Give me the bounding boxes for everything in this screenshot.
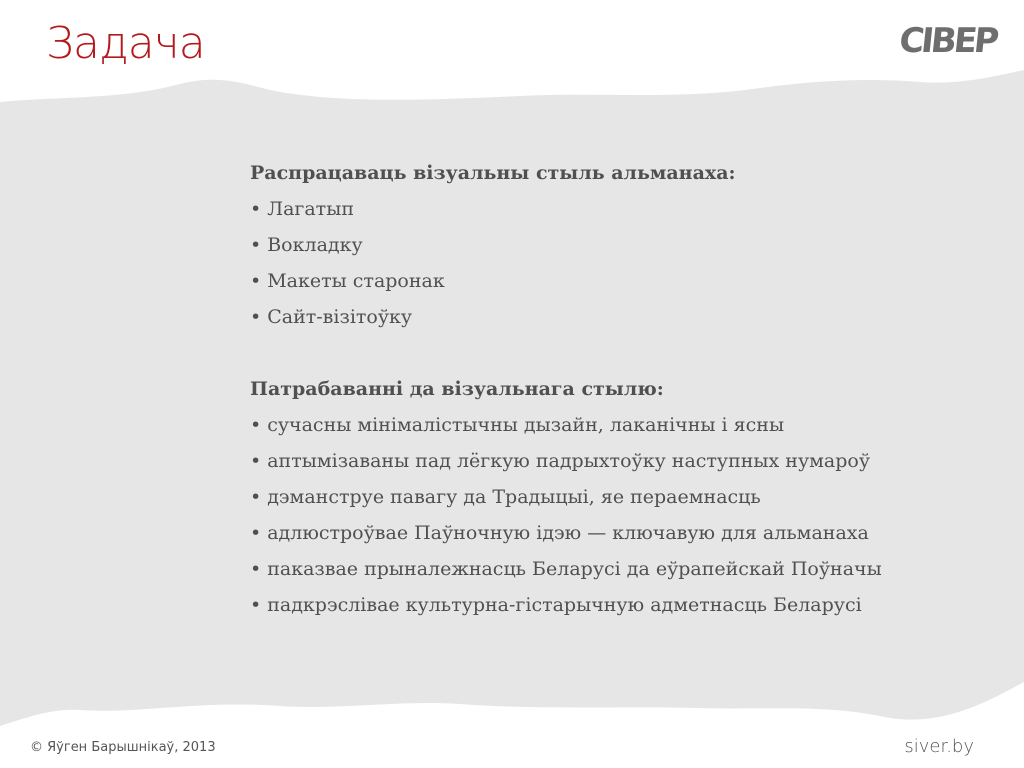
section-heading-requirements: Патрабаванні да візуальнага стылю: — [250, 378, 664, 400]
requirements-list — [250, 408, 950, 624]
list-item: • дэманструе павагу да Традыцыі, яе пераемнасць — [250, 486, 761, 508]
slide-title: Задача — [46, 18, 205, 69]
list-item: • паказвае прыналежнасць Беларусі да еўрапейскай Поўначы — [250, 558, 882, 580]
list-item: • Сайт-візітоўку — [250, 306, 413, 328]
list-item: • сучасны мінімалістычны дызайн, лаканічны і ясны — [250, 414, 785, 436]
task-list — [250, 192, 950, 336]
list-item: • адлюстроўвае Паўночную ідэю — ключавую для альманаха — [250, 522, 869, 544]
site-link[interactable]: siver.by — [904, 736, 974, 757]
list-item: • падкрэслівае культурна-гістарычную адметнасць Беларусі — [250, 594, 862, 616]
section-heading-task: Распрацаваць візуальны стыль альманаха: — [250, 162, 736, 184]
list-item: • Макеты старонак — [250, 270, 445, 292]
list-item: • аптымізаваны пад лёгкую падрыхтоўку наступных нумароў — [250, 450, 871, 472]
list-item: • Лагатып — [250, 198, 354, 220]
logo-text: CIВEP — [897, 21, 999, 61]
list-item: • Вокладку — [250, 234, 363, 256]
siver-logo — [897, 16, 999, 61]
spacer — [250, 336, 950, 372]
content-body — [250, 156, 950, 624]
copyright: © Яўген Барышнікаў, 2013 — [30, 740, 216, 755]
